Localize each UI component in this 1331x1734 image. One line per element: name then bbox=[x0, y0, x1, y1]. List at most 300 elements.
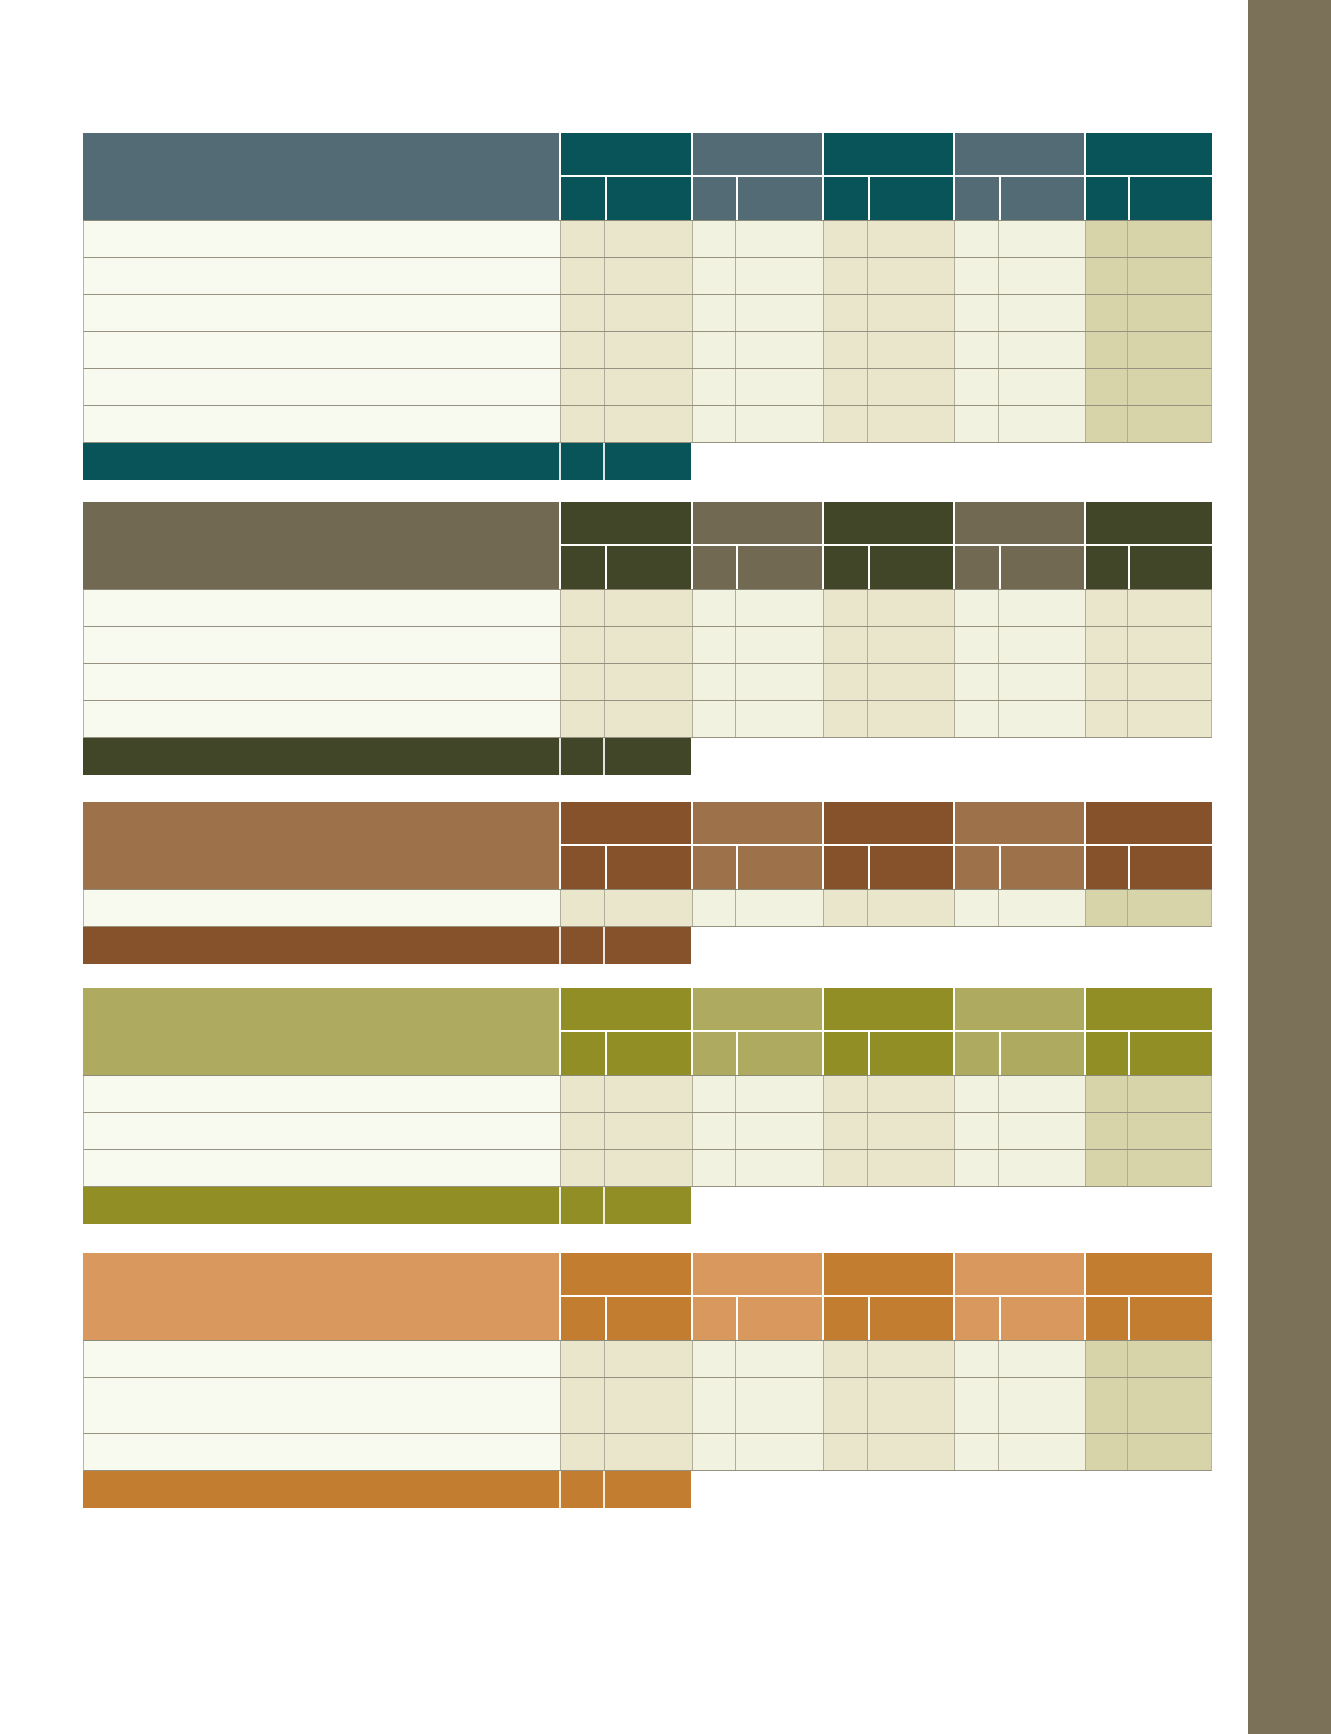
subheader-cell-wide bbox=[999, 1032, 1084, 1075]
total-row-left-cell bbox=[83, 1471, 559, 1508]
body-cell bbox=[735, 590, 823, 626]
body-cell-left-column bbox=[84, 1378, 560, 1433]
group-subheader-row bbox=[955, 1032, 1084, 1075]
body-cell bbox=[1127, 701, 1211, 737]
table-body bbox=[83, 1075, 1212, 1187]
body-cell bbox=[823, 890, 867, 926]
header-column-group bbox=[559, 133, 691, 220]
group-subheader-row bbox=[561, 546, 691, 589]
body-cell bbox=[1085, 406, 1127, 442]
subheader-cell-narrow bbox=[693, 1032, 736, 1075]
body-row bbox=[83, 890, 1212, 927]
body-cell bbox=[954, 1378, 998, 1433]
body-cell bbox=[954, 627, 998, 663]
body-cell bbox=[954, 369, 998, 405]
table-body bbox=[83, 889, 1212, 927]
group-subheader-row bbox=[824, 1297, 953, 1340]
group-merged-header-cell bbox=[693, 1253, 822, 1297]
body-cell-left-column bbox=[84, 406, 560, 442]
header-column-group bbox=[953, 502, 1084, 589]
header-column-group bbox=[691, 802, 822, 889]
group-merged-header-cell bbox=[1086, 133, 1212, 177]
subheader-cell-wide bbox=[736, 1297, 822, 1340]
subheader-cell-wide bbox=[605, 177, 691, 220]
subheader-cell-narrow bbox=[693, 177, 736, 220]
body-cell bbox=[823, 1434, 867, 1470]
body-cell bbox=[560, 590, 604, 626]
body-cell bbox=[560, 701, 604, 737]
body-cell bbox=[604, 1113, 692, 1149]
body-cell bbox=[867, 406, 954, 442]
header-column-group bbox=[559, 988, 691, 1075]
subheader-cell-wide bbox=[868, 177, 953, 220]
body-cell bbox=[604, 627, 692, 663]
subheader-cell-narrow bbox=[955, 1297, 999, 1340]
header-column-group bbox=[1084, 988, 1212, 1075]
group-merged-header-cell bbox=[561, 802, 691, 846]
header-column-group bbox=[691, 502, 822, 589]
group-subheader-row bbox=[824, 846, 953, 889]
group-subheader-row bbox=[955, 546, 1084, 589]
orange-table bbox=[83, 1253, 1212, 1508]
body-cell bbox=[823, 1076, 867, 1112]
body-cell bbox=[1127, 1434, 1211, 1470]
body-cell-left-column bbox=[84, 1150, 560, 1186]
body-row bbox=[83, 1113, 1212, 1150]
body-cell-left-column bbox=[84, 1076, 560, 1112]
total-row-group-cell bbox=[603, 738, 691, 775]
body-cell bbox=[560, 295, 604, 331]
body-cell bbox=[735, 1113, 823, 1149]
subheader-cell-narrow bbox=[1086, 546, 1128, 589]
group-merged-header-cell bbox=[955, 802, 1084, 846]
group-merged-header-cell bbox=[1086, 802, 1212, 846]
body-cell bbox=[1127, 406, 1211, 442]
group-subheader-row bbox=[561, 846, 691, 889]
body-cell bbox=[867, 221, 954, 257]
group-subheader-row bbox=[1086, 1032, 1212, 1075]
body-cell bbox=[823, 221, 867, 257]
body-row bbox=[83, 369, 1212, 406]
body-cell bbox=[735, 221, 823, 257]
subheader-cell-wide bbox=[999, 177, 1084, 220]
body-cell bbox=[735, 406, 823, 442]
group-merged-header-cell bbox=[693, 802, 822, 846]
subheader-cell-wide bbox=[868, 1032, 953, 1075]
body-cell bbox=[823, 664, 867, 700]
subheader-cell-wide bbox=[605, 1032, 691, 1075]
body-cell bbox=[823, 406, 867, 442]
header-column-group bbox=[953, 1253, 1084, 1340]
body-cell bbox=[867, 1434, 954, 1470]
body-cell-left-column bbox=[84, 221, 560, 257]
subheader-cell-wide bbox=[999, 1297, 1084, 1340]
total-row-group-cell bbox=[559, 738, 603, 775]
total-row-group-cell bbox=[559, 927, 603, 964]
body-cell bbox=[1127, 664, 1211, 700]
header-column-group bbox=[822, 1253, 953, 1340]
body-cell bbox=[867, 590, 954, 626]
body-cell bbox=[1127, 332, 1211, 368]
body-cell bbox=[692, 1150, 735, 1186]
group-subheader-row bbox=[1086, 1297, 1212, 1340]
subheader-cell-narrow bbox=[693, 846, 736, 889]
brown-table bbox=[83, 802, 1212, 964]
body-row bbox=[83, 332, 1212, 369]
body-cell bbox=[954, 332, 998, 368]
table-body bbox=[83, 220, 1212, 443]
body-cell bbox=[1127, 627, 1211, 663]
body-cell bbox=[735, 1076, 823, 1112]
body-cell bbox=[1085, 590, 1127, 626]
body-cell-left-column bbox=[84, 258, 560, 294]
table-header bbox=[83, 802, 1212, 889]
header-left-merged-cell bbox=[83, 802, 559, 889]
body-cell bbox=[1127, 890, 1211, 926]
body-cell bbox=[1085, 1378, 1127, 1433]
group-merged-header-cell bbox=[955, 133, 1084, 177]
body-cell bbox=[1085, 295, 1127, 331]
subheader-cell-wide bbox=[1128, 1297, 1212, 1340]
body-row bbox=[83, 258, 1212, 295]
body-cell bbox=[560, 332, 604, 368]
body-cell bbox=[998, 1434, 1085, 1470]
body-cell bbox=[823, 1150, 867, 1186]
body-cell bbox=[867, 1113, 954, 1149]
table-header bbox=[83, 1253, 1212, 1340]
body-cell bbox=[604, 1150, 692, 1186]
body-cell bbox=[1127, 295, 1211, 331]
header-left-merged-cell bbox=[83, 502, 559, 589]
group-subheader-row bbox=[1086, 846, 1212, 889]
subheader-cell-narrow bbox=[561, 846, 605, 889]
body-cell bbox=[867, 369, 954, 405]
group-merged-header-cell bbox=[693, 502, 822, 546]
right-sidebar-band bbox=[1248, 0, 1331, 1734]
body-cell bbox=[735, 664, 823, 700]
subheader-cell-narrow bbox=[824, 1297, 868, 1340]
header-column-group bbox=[953, 802, 1084, 889]
body-cell-left-column bbox=[84, 295, 560, 331]
group-subheader-row bbox=[693, 177, 822, 220]
header-column-group bbox=[953, 133, 1084, 220]
table-header bbox=[83, 502, 1212, 589]
body-cell bbox=[823, 701, 867, 737]
body-cell bbox=[604, 890, 692, 926]
body-cell bbox=[1085, 701, 1127, 737]
total-row bbox=[83, 443, 1212, 480]
subheader-cell-narrow bbox=[1086, 1032, 1128, 1075]
body-row bbox=[83, 1434, 1212, 1471]
body-cell bbox=[1127, 1150, 1211, 1186]
olive-green-table bbox=[83, 988, 1212, 1224]
subheader-cell-narrow bbox=[1086, 846, 1128, 889]
body-cell bbox=[735, 890, 823, 926]
body-cell bbox=[867, 890, 954, 926]
group-merged-header-cell bbox=[561, 502, 691, 546]
group-subheader-row bbox=[824, 177, 953, 220]
body-cell bbox=[692, 627, 735, 663]
body-row bbox=[83, 701, 1212, 738]
body-cell bbox=[560, 1150, 604, 1186]
subheader-cell-narrow bbox=[693, 1297, 736, 1340]
subheader-cell-wide bbox=[1128, 846, 1212, 889]
body-cell bbox=[998, 1113, 1085, 1149]
subheader-cell-wide bbox=[736, 546, 822, 589]
body-cell bbox=[998, 295, 1085, 331]
body-cell bbox=[1085, 890, 1127, 926]
body-cell bbox=[604, 1434, 692, 1470]
body-row bbox=[83, 590, 1212, 627]
body-cell bbox=[735, 701, 823, 737]
body-cell bbox=[1085, 1113, 1127, 1149]
body-cell bbox=[954, 1150, 998, 1186]
body-cell bbox=[954, 295, 998, 331]
group-merged-header-cell bbox=[824, 802, 953, 846]
subheader-cell-wide bbox=[605, 546, 691, 589]
body-cell bbox=[735, 258, 823, 294]
group-subheader-row bbox=[824, 1032, 953, 1075]
body-cell bbox=[998, 890, 1085, 926]
body-cell bbox=[954, 890, 998, 926]
group-merged-header-cell bbox=[1086, 1253, 1212, 1297]
body-cell bbox=[998, 406, 1085, 442]
subheader-cell-wide bbox=[999, 546, 1084, 589]
body-cell bbox=[1085, 1434, 1127, 1470]
body-cell bbox=[1127, 221, 1211, 257]
body-row bbox=[83, 1150, 1212, 1187]
body-cell bbox=[998, 369, 1085, 405]
body-cell bbox=[560, 1341, 604, 1377]
body-cell bbox=[823, 295, 867, 331]
subheader-cell-wide bbox=[1128, 177, 1212, 220]
body-cell bbox=[604, 701, 692, 737]
subheader-cell-narrow bbox=[824, 546, 868, 589]
teal-table bbox=[83, 133, 1212, 480]
subheader-cell-wide bbox=[868, 546, 953, 589]
body-cell bbox=[560, 258, 604, 294]
body-cell bbox=[692, 701, 735, 737]
group-merged-header-cell bbox=[1086, 502, 1212, 546]
body-cell bbox=[1085, 1341, 1127, 1377]
group-subheader-row bbox=[693, 846, 822, 889]
body-cell bbox=[692, 258, 735, 294]
body-cell bbox=[604, 258, 692, 294]
group-subheader-row bbox=[955, 177, 1084, 220]
group-subheader-row bbox=[955, 1297, 1084, 1340]
body-cell-left-column bbox=[84, 1341, 560, 1377]
group-merged-header-cell bbox=[955, 502, 1084, 546]
body-cell bbox=[823, 369, 867, 405]
subheader-cell-narrow bbox=[561, 546, 605, 589]
group-subheader-row bbox=[561, 177, 691, 220]
header-column-group bbox=[1084, 1253, 1212, 1340]
body-cell-left-column bbox=[84, 332, 560, 368]
body-cell bbox=[692, 369, 735, 405]
body-cell-left-column bbox=[84, 664, 560, 700]
table-header bbox=[83, 133, 1212, 220]
body-cell bbox=[560, 1378, 604, 1433]
body-cell bbox=[1127, 369, 1211, 405]
table-header bbox=[83, 988, 1212, 1075]
body-cell bbox=[560, 406, 604, 442]
body-cell bbox=[823, 332, 867, 368]
body-cell bbox=[692, 590, 735, 626]
body-row bbox=[83, 1076, 1212, 1113]
body-cell-left-column bbox=[84, 590, 560, 626]
body-cell bbox=[823, 1341, 867, 1377]
subheader-cell-wide bbox=[1128, 1032, 1212, 1075]
body-cell bbox=[867, 1341, 954, 1377]
total-row-left-cell bbox=[83, 927, 559, 964]
group-subheader-row bbox=[824, 546, 953, 589]
body-cell bbox=[692, 1378, 735, 1433]
subheader-cell-narrow bbox=[561, 1297, 605, 1340]
body-cell bbox=[998, 1378, 1085, 1433]
body-cell bbox=[823, 590, 867, 626]
body-cell bbox=[735, 1378, 823, 1433]
header-left-merged-cell bbox=[83, 133, 559, 220]
subheader-cell-narrow bbox=[561, 177, 605, 220]
body-cell bbox=[735, 369, 823, 405]
body-cell bbox=[692, 1341, 735, 1377]
body-cell bbox=[954, 1434, 998, 1470]
body-cell bbox=[692, 295, 735, 331]
header-column-group bbox=[691, 1253, 822, 1340]
body-cell-left-column bbox=[84, 369, 560, 405]
body-cell bbox=[1085, 369, 1127, 405]
body-cell bbox=[954, 1076, 998, 1112]
subheader-cell-narrow bbox=[955, 546, 999, 589]
body-cell bbox=[823, 1113, 867, 1149]
body-cell-left-column bbox=[84, 1434, 560, 1470]
subheader-cell-wide bbox=[605, 1297, 691, 1340]
body-row bbox=[83, 1341, 1212, 1378]
header-column-group bbox=[822, 502, 953, 589]
group-merged-header-cell bbox=[693, 988, 822, 1032]
body-cell bbox=[604, 406, 692, 442]
body-cell-left-column bbox=[84, 627, 560, 663]
body-cell bbox=[998, 1341, 1085, 1377]
body-cell bbox=[823, 627, 867, 663]
body-cell bbox=[954, 221, 998, 257]
body-cell bbox=[604, 1076, 692, 1112]
body-cell bbox=[692, 332, 735, 368]
body-cell bbox=[1085, 258, 1127, 294]
body-cell bbox=[735, 1434, 823, 1470]
body-cell bbox=[1085, 221, 1127, 257]
olive-brown-table bbox=[83, 502, 1212, 775]
total-row-group-cell bbox=[559, 1471, 603, 1508]
body-cell bbox=[692, 1076, 735, 1112]
group-merged-header-cell bbox=[561, 988, 691, 1032]
body-cell bbox=[954, 590, 998, 626]
body-cell bbox=[867, 627, 954, 663]
body-cell bbox=[998, 1076, 1085, 1112]
subheader-cell-wide bbox=[605, 846, 691, 889]
group-subheader-row bbox=[693, 1032, 822, 1075]
body-cell bbox=[604, 664, 692, 700]
body-cell bbox=[823, 258, 867, 294]
subheader-cell-narrow bbox=[1086, 1297, 1128, 1340]
body-cell bbox=[735, 1341, 823, 1377]
body-cell bbox=[692, 890, 735, 926]
body-cell bbox=[604, 590, 692, 626]
body-cell bbox=[867, 1378, 954, 1433]
body-cell bbox=[954, 701, 998, 737]
header-column-group bbox=[822, 802, 953, 889]
body-cell bbox=[867, 1076, 954, 1112]
subheader-cell-wide bbox=[736, 846, 822, 889]
body-cell bbox=[998, 701, 1085, 737]
body-cell bbox=[560, 1434, 604, 1470]
group-merged-header-cell bbox=[824, 1253, 953, 1297]
total-row-group-cell bbox=[559, 443, 603, 480]
subheader-cell-narrow bbox=[824, 177, 868, 220]
body-cell bbox=[560, 627, 604, 663]
body-cell bbox=[692, 664, 735, 700]
body-cell bbox=[1085, 332, 1127, 368]
body-cell bbox=[1127, 1341, 1211, 1377]
body-cell bbox=[692, 1113, 735, 1149]
total-row-left-cell bbox=[83, 1187, 559, 1224]
body-cell bbox=[998, 332, 1085, 368]
header-column-group bbox=[953, 988, 1084, 1075]
body-cell bbox=[604, 221, 692, 257]
total-row bbox=[83, 927, 1212, 964]
subheader-cell-wide bbox=[868, 1297, 953, 1340]
body-cell bbox=[1085, 664, 1127, 700]
body-cell bbox=[604, 295, 692, 331]
subheader-cell-narrow bbox=[1086, 177, 1128, 220]
subheader-cell-wide bbox=[999, 846, 1084, 889]
group-merged-header-cell bbox=[824, 133, 953, 177]
body-cell bbox=[823, 1378, 867, 1433]
body-cell bbox=[954, 1113, 998, 1149]
body-cell bbox=[560, 890, 604, 926]
table-body bbox=[83, 589, 1212, 738]
body-cell bbox=[735, 1150, 823, 1186]
body-row bbox=[83, 406, 1212, 443]
subheader-cell-narrow bbox=[824, 846, 868, 889]
header-column-group bbox=[559, 1253, 691, 1340]
body-cell bbox=[1085, 1076, 1127, 1112]
body-row bbox=[83, 627, 1212, 664]
header-column-group bbox=[822, 988, 953, 1075]
header-column-group bbox=[1084, 802, 1212, 889]
header-column-group bbox=[691, 988, 822, 1075]
header-left-merged-cell bbox=[83, 1253, 559, 1340]
body-cell bbox=[1127, 590, 1211, 626]
header-column-group bbox=[559, 502, 691, 589]
total-row-group-cell bbox=[603, 443, 691, 480]
group-subheader-row bbox=[955, 846, 1084, 889]
total-row bbox=[83, 738, 1212, 775]
subheader-cell-wide bbox=[1128, 546, 1212, 589]
body-cell bbox=[1085, 627, 1127, 663]
group-merged-header-cell bbox=[561, 1253, 691, 1297]
header-column-group bbox=[822, 133, 953, 220]
body-cell bbox=[735, 295, 823, 331]
body-row bbox=[83, 1378, 1212, 1434]
body-cell-left-column bbox=[84, 701, 560, 737]
subheader-cell-narrow bbox=[693, 546, 736, 589]
header-column-group bbox=[1084, 502, 1212, 589]
body-cell bbox=[998, 590, 1085, 626]
body-cell bbox=[560, 1113, 604, 1149]
body-cell-left-column bbox=[84, 1113, 560, 1149]
body-cell bbox=[998, 221, 1085, 257]
